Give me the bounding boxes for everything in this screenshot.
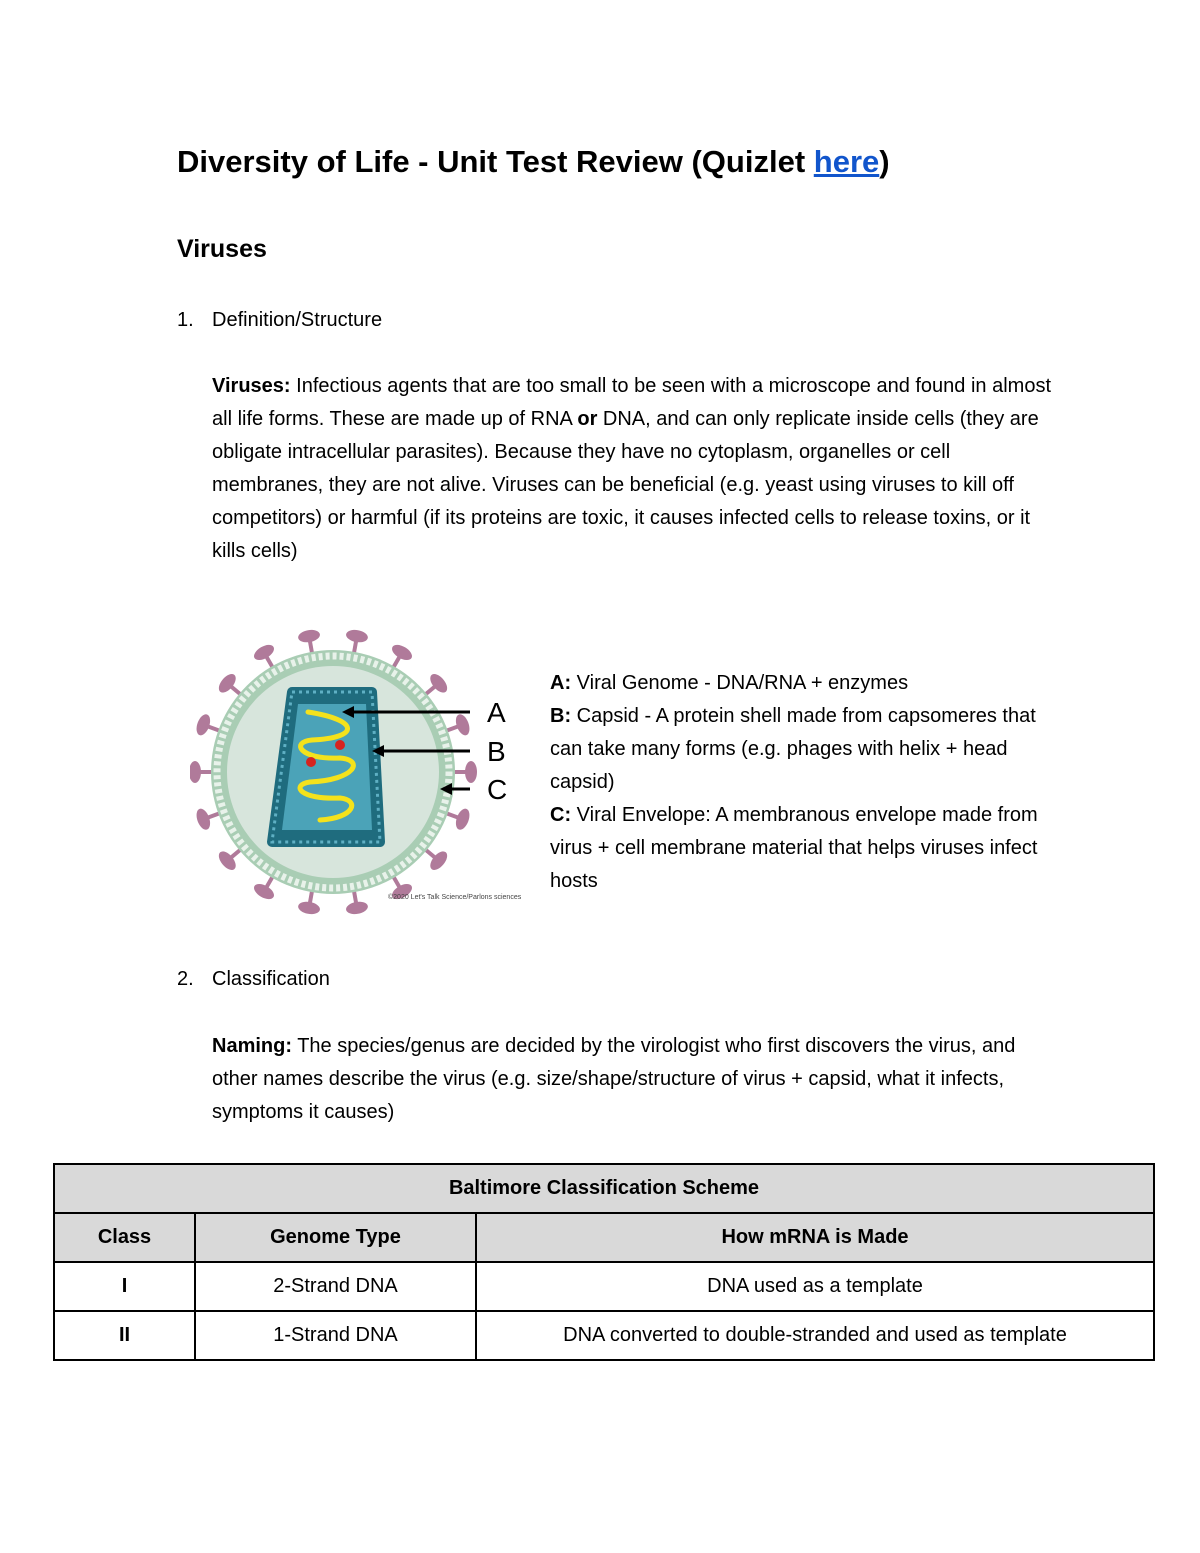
virus-definition-paragraph [212, 370, 1062, 568]
virus-diagram-svg [190, 620, 530, 915]
spike-head [453, 712, 472, 737]
title-suffix: ) [879, 144, 890, 179]
list-number: 1. [177, 309, 194, 331]
naming-paragraph [212, 1030, 1062, 1129]
legend-item-c [550, 799, 1050, 898]
legend-text: Capsid - A protein shell made from capsomeres that can take many forms (e.g. phages with helix + head capsid) [550, 705, 1036, 793]
table-title: Baltimore Classification Scheme [54, 1164, 1154, 1213]
cell-genome-type: 1-Strand DNA [195, 1311, 476, 1360]
spike-head [297, 900, 321, 915]
spike-head [194, 712, 213, 737]
label-a: A [487, 697, 506, 728]
legend-text: Viral Envelope: A membranous envelope made from virus + cell membrane material that helps viruses infect hosts [550, 804, 1038, 892]
table-header-row [54, 1213, 1154, 1262]
enzyme-dot [335, 740, 345, 750]
cell-class: II [54, 1311, 195, 1360]
spike-head [345, 628, 369, 644]
spike-head [453, 807, 472, 832]
label-c: C [487, 774, 508, 805]
list-number: 2. [177, 968, 194, 990]
title-text: Diversity of Life - Unit Test Review (Quizlet [177, 144, 814, 179]
legend-item-b [550, 700, 1050, 799]
table-title-row [54, 1164, 1154, 1213]
spike-head [465, 761, 477, 783]
list-label: Definition/Structure [212, 309, 383, 331]
list-item-definition [177, 306, 382, 334]
term-viruses: Viruses: [212, 375, 291, 397]
spike-head [190, 761, 201, 783]
legend-key: A: [550, 672, 572, 694]
definition-or: or [577, 408, 598, 430]
list-item-classification [177, 965, 330, 993]
table-row [54, 1311, 1154, 1360]
baltimore-table [53, 1163, 1155, 1361]
legend-item-a [550, 667, 1050, 700]
cell-genome-type: 2-Strand DNA [195, 1262, 476, 1311]
header-class: Class [54, 1213, 195, 1262]
legend-key: B: [550, 705, 572, 727]
term-naming: Naming: [212, 1035, 292, 1057]
list-label: Classification [212, 968, 330, 990]
section-heading: Viruses [177, 235, 267, 263]
spike-head [194, 807, 213, 832]
cell-class: I [54, 1262, 195, 1311]
naming-text: The species/genus are decided by the virologist who first discovers the virus, and other names describe the virus (e.g. size/shape/structure of virus + capsid, what it infects, symptoms it causes) [212, 1035, 1016, 1123]
label-b: B [487, 736, 506, 767]
legend-text: Viral Genome - DNA/RNA + enzymes [571, 672, 909, 694]
virus-diagram [190, 620, 530, 915]
legend-key: C: [550, 804, 572, 826]
definition-text-b: DNA, and can only replicate inside cells (they are obligate intracellular parasites). Because they have no cytoplasm, organelles or cell membranes, they are not alive. Viruses can be beneficial (e.g. yeast using viruses to kill off competitors) or harmful (if its proteins are toxic, it causes infected cells to release toxins, or it kills cells) [212, 408, 1039, 562]
definition-text-a: Infectious agents that are too small to be seen with a microscope and found in almost all life forms. These are made up of RNA [212, 375, 1052, 430]
enzyme-dot [306, 757, 316, 767]
spike-head [297, 628, 321, 644]
figure-credit: ©2020 Let's Talk Science/Parlons sciences [388, 894, 522, 901]
table-row [54, 1262, 1154, 1311]
diagram-legend [550, 667, 1050, 898]
header-genome-type: Genome Type [195, 1213, 476, 1262]
cell-mrna: DNA used as a template [476, 1262, 1154, 1311]
cell-mrna: DNA converted to double-stranded and used as template [476, 1311, 1154, 1360]
header-mrna: How mRNA is Made [476, 1213, 1154, 1262]
page-title [177, 140, 890, 184]
spike-head [345, 900, 369, 915]
spike-head [251, 881, 276, 902]
spike-head [389, 642, 414, 663]
spike-head [251, 642, 276, 663]
quizlet-link[interactable]: here [813, 144, 880, 179]
